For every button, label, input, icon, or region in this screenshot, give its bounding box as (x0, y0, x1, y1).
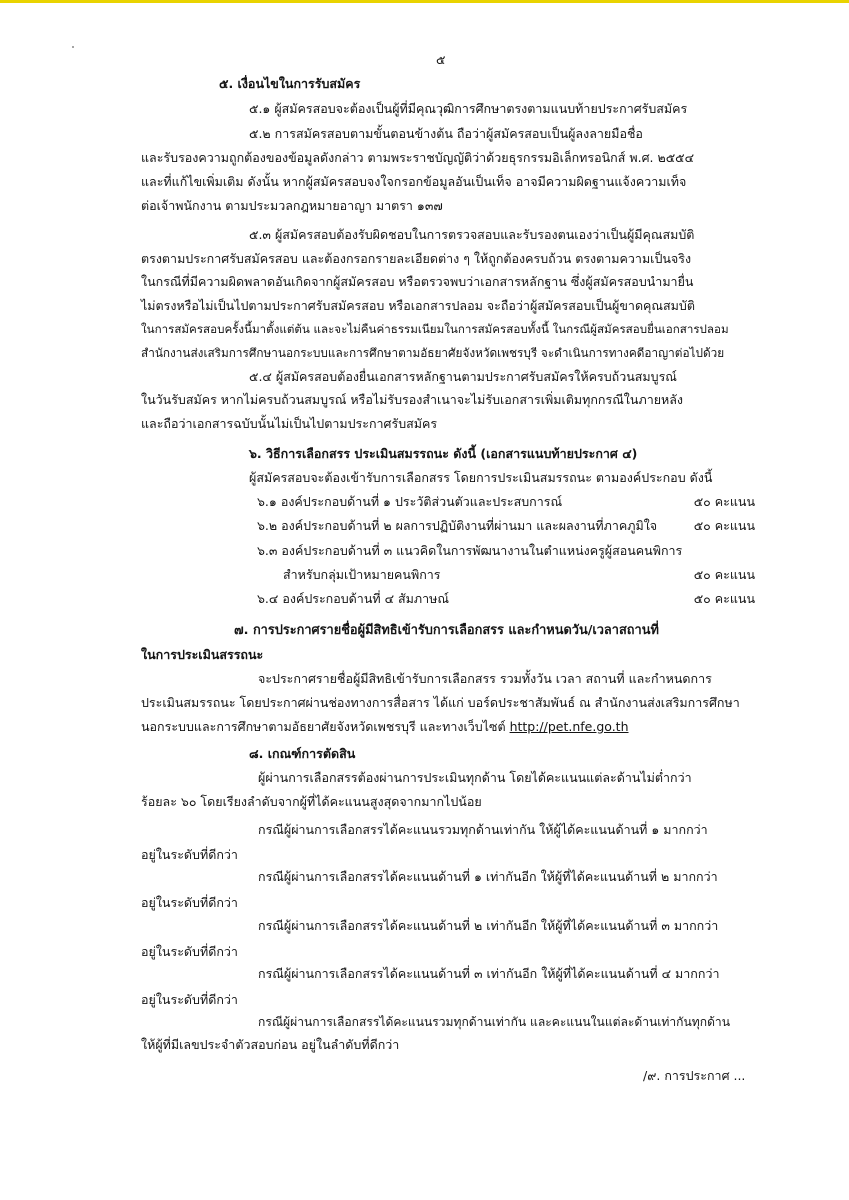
section-7-heading-continued: ในการประเมินสรรถนะ (141, 647, 264, 662)
section-7-body-line: นอกระบบและการศึกษาตามอัธยาศัยจังหวัดเพชรบุรี และทางเว็บไซต์ http://pet.nfe.go.th (141, 719, 629, 734)
section-5-4-line: ในวันรับสมัคร หากไม่ครบถ้วนสมบูรณ์ หรือไม่รับรองสำเนาจะไม่รับเอกสารเพิ่มเติมทุกกรณีในภายหลัง (141, 392, 684, 407)
section-8-body-line: ผู้ผ่านการเลือกสรรต้องผ่านการประเมินทุกด้าน โดยได้คะแนนแต่ละด้านไม่ต่ำกว่า (258, 770, 692, 785)
tie-break-rule-continued: ให้ผู้ที่มีเลขประจำตัวสอบก่อน อยู่ในลำดับที่ดีกว่า (141, 1037, 400, 1052)
criterion-label: ๖.๑ องค์ประกอบด้านที่ ๑ ประวัติส่วนตัวและประสบการณ์ (257, 494, 563, 509)
criterion-score: ๕๐ คะแนน (693, 494, 755, 509)
section-5-2-line: ๕.๒ การสมัครสอบตามขั้นตอนข้างต้น ถือว่าผู้สมัครสอบเป็นผู้ลงลายมือชื่อ (249, 126, 643, 141)
tie-break-rule-continued: อยู่ในระดับที่ดีกว่า (141, 944, 238, 959)
tie-break-rule-continued: อยู่ในระดับที่ดีกว่า (141, 992, 238, 1007)
tie-break-rule: กรณีผู้ผ่านการเลือกสรรได้คะแนนรวมทุกด้านเท่ากัน และคะแนนในแต่ละด้านเท่ากันทุกด้าน (258, 1015, 730, 1029)
criterion-label: ๖.๓ องค์ประกอบด้านที่ ๓ แนวคิดในการพัฒนางานในตำแหน่งครูผู้สอนคนพิการ (257, 543, 683, 558)
section-8-body-line: ร้อยละ ๖๐ โดยเรียงลำดับจากผู้ที่ได้คะแนนสูงสุดจากมากไปน้อย (141, 794, 482, 809)
section-5-2-line: และที่แก้ไขเพิ่มเติม ดังนั้น หากผู้สมัครสอบจงใจกรอกข้อมูลอันเป็นเท็จ อาจมีความผิดฐานแจ้งความเท็จ (141, 174, 687, 189)
tie-break-rule: กรณีผู้ผ่านการเลือกสรรได้คะแนนด้านที่ ๓ เท่ากันอีก ให้ผู้ที่ได้คะแนนด้านที่ ๔ มากกว่า (258, 966, 720, 981)
section-8-heading: ๘. เกณฑ์การตัดสิน (249, 746, 356, 761)
section-5-3-line: ๕.๓ ผู้สมัครสอบต้องรับผิดชอบในการตรวจสอบและรับรองตนเองว่าเป็นผู้มีคุณสมบัติ (249, 227, 695, 242)
section-5-4-line: ๕.๔ ผู้สมัครสอบต้องยื่นเอกสารหลักฐานตามประกาศรับสมัครให้ครบถ้วนสมบูรณ์ (249, 369, 677, 384)
criterion-score: ๕๐ คะแนน (693, 518, 755, 533)
tie-break-rule: กรณีผู้ผ่านการเลือกสรรได้คะแนนรวมทุกด้านเท่ากัน ให้ผู้ได้คะแนนด้านที่ ๑ มากกว่า (258, 822, 708, 837)
section-5-4-line: และถือว่าเอกสารฉบับนั้นไม่เป็นไปตามประกาศรับสมัคร (141, 416, 438, 431)
section-5-1: ๕.๑ ผู้สมัครสอบจะต้องเป็นผู้ที่มีคุณวุฒิการศึกษาตรงตามแนบท้ายประกาศรับสมัคร (249, 101, 688, 116)
section-7-body-line: ประเมินสมรรถนะ โดยประกาศผ่านช่องทางการสื่อสาร ได้แก่ บอร์ดประชาสัมพันธ์ ณ สำนักงานส่งเสริมการศึกษา (141, 695, 740, 710)
page-number: ๕ (436, 52, 446, 67)
section-5-3-line: ไม่ตรงหรือไม่เป็นไปตามประกาศรับสมัครสอบ หรือเอกสารปลอม จะถือว่าผู้สมัครสอบเป็นผู้ขาดคุณสมบัติ (141, 298, 695, 313)
section-6-heading: ๖. วิธีการเลือกสรร ประเมินสมรรถนะ ดังนี้ (เอกสารแนบท้ายประกาศ ๔) (249, 446, 638, 461)
tie-break-rule: กรณีผู้ผ่านการเลือกสรรได้คะแนนด้านที่ ๒ เท่ากันอีก ให้ผู้ที่ได้คะแนนด้านที่ ๓ มากกว่า (258, 918, 719, 933)
tie-break-rule-continued: อยู่ในระดับที่ดีกว่า (141, 895, 238, 910)
criterion-label: ๖.๔ องค์ประกอบด้านที่ ๔ สัมภาษณ์ (257, 591, 449, 606)
section-5-2-line: ต่อเจ้าพนักงาน ตามประมวลกฎหมายอาญา มาตรา ๑๓๗ (141, 198, 443, 213)
section-5-3-line: ตรงตามประกาศรับสมัครสอบ และต้องกรอกรายละเอียดต่าง ๆ ให้ถูกต้องครบถ้วน ตรงตามความเป็นจริง (141, 251, 692, 266)
tie-break-rule-continued: อยู่ในระดับที่ดีกว่า (141, 847, 238, 862)
section-5-2-line: และรับรองความถูกต้องของข้อมูลดังกล่าว ตามพระราชบัญญัติว่าด้วยธุรกรรมอิเล็กทรอนิกส์ พ.ศ. ๒๕๕๔ (141, 150, 695, 165)
section-7-heading: ๗. การประกาศรายชื่อผู้มีสิทธิเข้ารับการเลือกสรร และกำหนดวัน/เวลาสถานที่ (234, 623, 659, 638)
section-5-3-line: ในการสมัครสอบครั้งนี้มาตั้งแต่ต้น และจะไม่คืนค่าธรรมเนียมในการสมัครสอบทั้งนี้ ในกรณีผู้สมัครสอบยื่นเอกสารปลอม (141, 322, 729, 336)
section-5-3-line: ในกรณีที่มีความผิดพลาดอันเกิดจากผู้สมัครสอบ หรือตรวจพบว่าเอกสารหลักฐาน ซึ่งผู้สมัครสอบนำมายื่น (141, 274, 694, 289)
criterion-score: ๕๐ คะแนน (693, 567, 755, 582)
criterion-label-continued: สำหรับกลุ่มเป้าหมายคนพิการ (283, 567, 441, 582)
criterion-score: ๕๐ คะแนน (693, 591, 755, 606)
continuation-footer: /๙. การประกาศ ... (643, 1068, 746, 1083)
website-link[interactable]: http://pet.nfe.go.th (509, 719, 629, 734)
section-5-3-line: สำนักงานส่งเสริมการศึกษานอกระบบและการศึกษาตามอัธยาศัยจังหวัดเพชรบุรี จะดำเนินการทางคดีอาญาต่อไปด้วย (141, 346, 725, 360)
section-7-body-line: จะประกาศรายชื่อผู้มีสิทธิเข้ารับการเลือกสรร รวมทั้งวัน เวลา สถานที่ และกำหนดการ (258, 671, 712, 686)
section-5-heading: ๕. เงื่อนไขในการรับสมัคร (219, 76, 361, 91)
section-6-intro: ผู้สมัครสอบจะต้องเข้ารับการเลือกสรร โดยการประเมินสมรรถนะ ตามองค์ประกอบ ดังนี้ (249, 470, 713, 485)
tie-break-rule: กรณีผู้ผ่านการเลือกสรรได้คะแนนด้านที่ ๑ เท่ากันอีก ให้ผู้ที่ได้คะแนนด้านที่ ๒ มากกว่า (258, 869, 718, 884)
criterion-label: ๖.๒ องค์ประกอบด้านที่ ๒ ผลการปฏิบัติงานที่ผ่านมา และผลงานที่ภาคภูมิใจ (257, 518, 658, 533)
